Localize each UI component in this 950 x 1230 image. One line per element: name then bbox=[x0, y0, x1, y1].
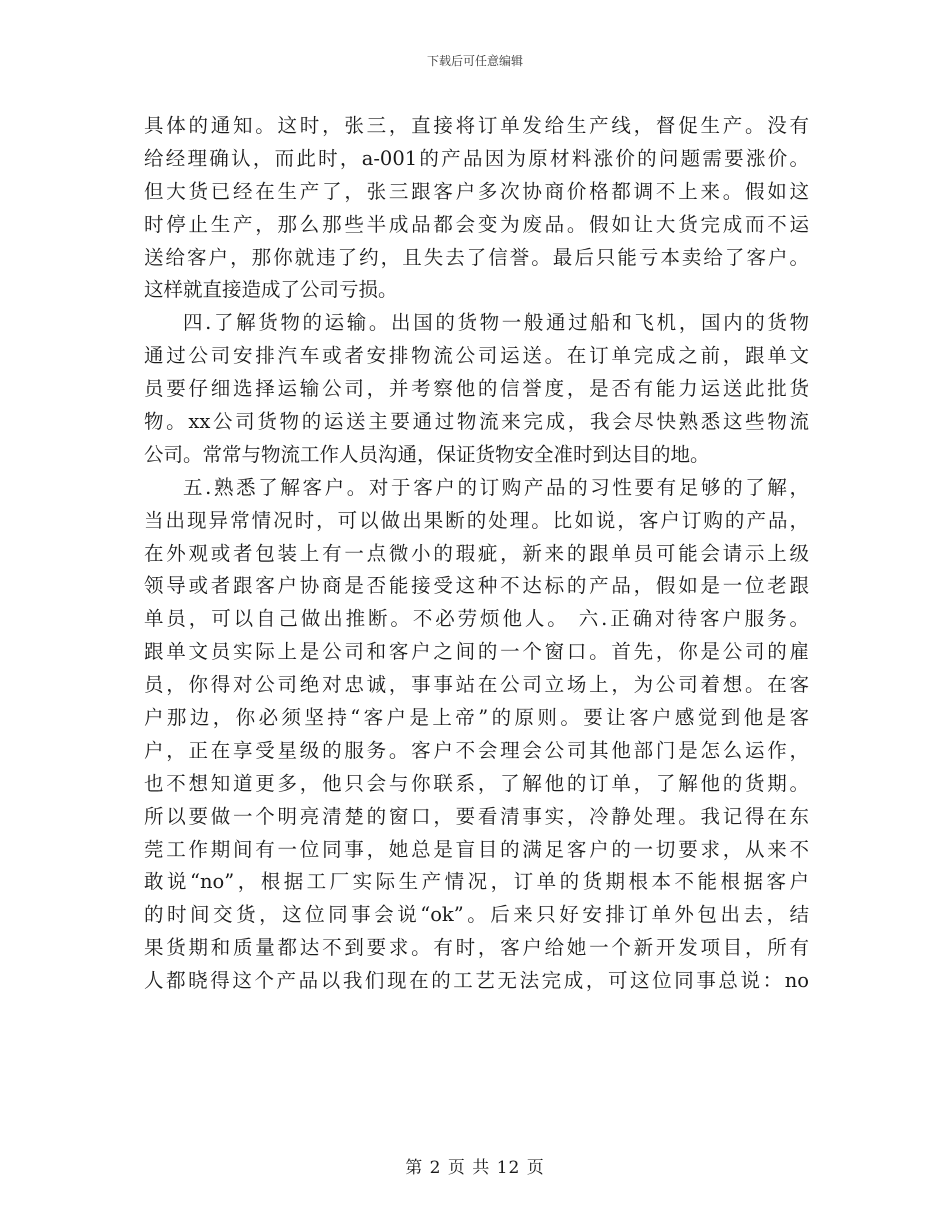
text-line: 人都晓得这个产品以我们现在的工艺无法完成，可这位同事总说：no bbox=[144, 969, 809, 993]
text-line: 给经理确认，而此时，a-001的产品因为原材料涨价的问题需要涨价。 bbox=[144, 146, 809, 170]
text-line: 通过公司安排汽车或者安排物流公司运送。在订单完成之前，跟单文 bbox=[144, 344, 809, 368]
text-line: 户，正在享受星级的服务。客户不会理会公司其他部门是怎么运作， bbox=[144, 738, 809, 762]
text-line: 户那边，你必须坚持“客户是上帝”的原则。要让客户感觉到他是客 bbox=[144, 706, 809, 730]
text-line: 物。xx公司货物的运送主要通过物流来完成，我会尽快熟悉这些物流 bbox=[144, 410, 809, 434]
text-line: 领导或者跟客户协商是否能接受这种不达标的产品，假如是一位老跟 bbox=[144, 574, 809, 598]
text-line: 在外观或者包装上有一点微小的瑕疵，新来的跟单员可能会请示上级 bbox=[144, 541, 809, 565]
text-line: 时停止生产，那么那些半成品都会变为废品。假如让大货完成而不运 bbox=[144, 212, 809, 236]
text-line: 也不想知道更多，他只会与你联系，了解他的订单，了解他的货期。 bbox=[144, 771, 809, 795]
text-line: 具体的通知。这时，张三，直接将订单发给生产线，督促生产。没有 bbox=[144, 114, 809, 137]
text-line: 员，你得对公司绝对忠诚，事事站在公司立场上，为公司着想。在客 bbox=[144, 673, 809, 697]
text-line: 敢说“no”，根据工厂实际生产情况，订单的货期根本不能根据客户 bbox=[144, 870, 809, 894]
page-number-footer: 第 2 页 共 12 页 bbox=[405, 1158, 545, 1178]
text-line: 但大货已经在生产了，张三跟客户多次协商价格都调不上来。假如这 bbox=[144, 179, 809, 203]
text-line: 果货期和质量都达不到要求。有时，客户给她一个新开发项目，所有 bbox=[144, 936, 809, 960]
text-line: 莞工作期间有一位同事，她总是盲目的满足客户的一切要求，从来不 bbox=[144, 837, 809, 861]
text-line: 所以要做一个明亮清楚的窗口，要看清事实，冷静处理。我记得在东 bbox=[144, 804, 809, 828]
text-line: 跟单文员实际上是公司和客户之间的一个窗口。首先，你是公司的雇 bbox=[144, 640, 809, 664]
text-line: 公司。常常与物流工作人员沟通，保证货物安全准时到达目的地。 bbox=[144, 442, 710, 466]
document-body bbox=[144, 110, 809, 998]
text-line: 这样就直接造成了公司亏损。 bbox=[144, 278, 398, 302]
text-line: 单员，可以自己做出推断。不必劳烦他人。 六.正确对待客户服务。 bbox=[144, 607, 809, 631]
text-line: 员要仔细选择运输公司，并考察他的信誉度，是否有能力运送此批货 bbox=[144, 377, 809, 401]
text-line: 当出现异常情况时，可以做出果断的处理。比如说，客户订购的产品， bbox=[144, 508, 809, 532]
text-line: 送给客户，那你就违了约，且失去了信誉。最后只能亏本卖给了客户。 bbox=[144, 245, 809, 269]
text-line: 五.熟悉了解客户。对于客户的订购产品的习性要有足够的了解， bbox=[183, 475, 809, 499]
text-line: 的时间交货，这位同事会说“ok”。后来只好安排订单外包出去，结 bbox=[144, 903, 809, 927]
text-line: 四.了解货物的运输。出国的货物一般通过船和飞机，国内的货物 bbox=[183, 311, 809, 335]
page-header: 下载后可任意编辑 bbox=[426, 54, 523, 68]
